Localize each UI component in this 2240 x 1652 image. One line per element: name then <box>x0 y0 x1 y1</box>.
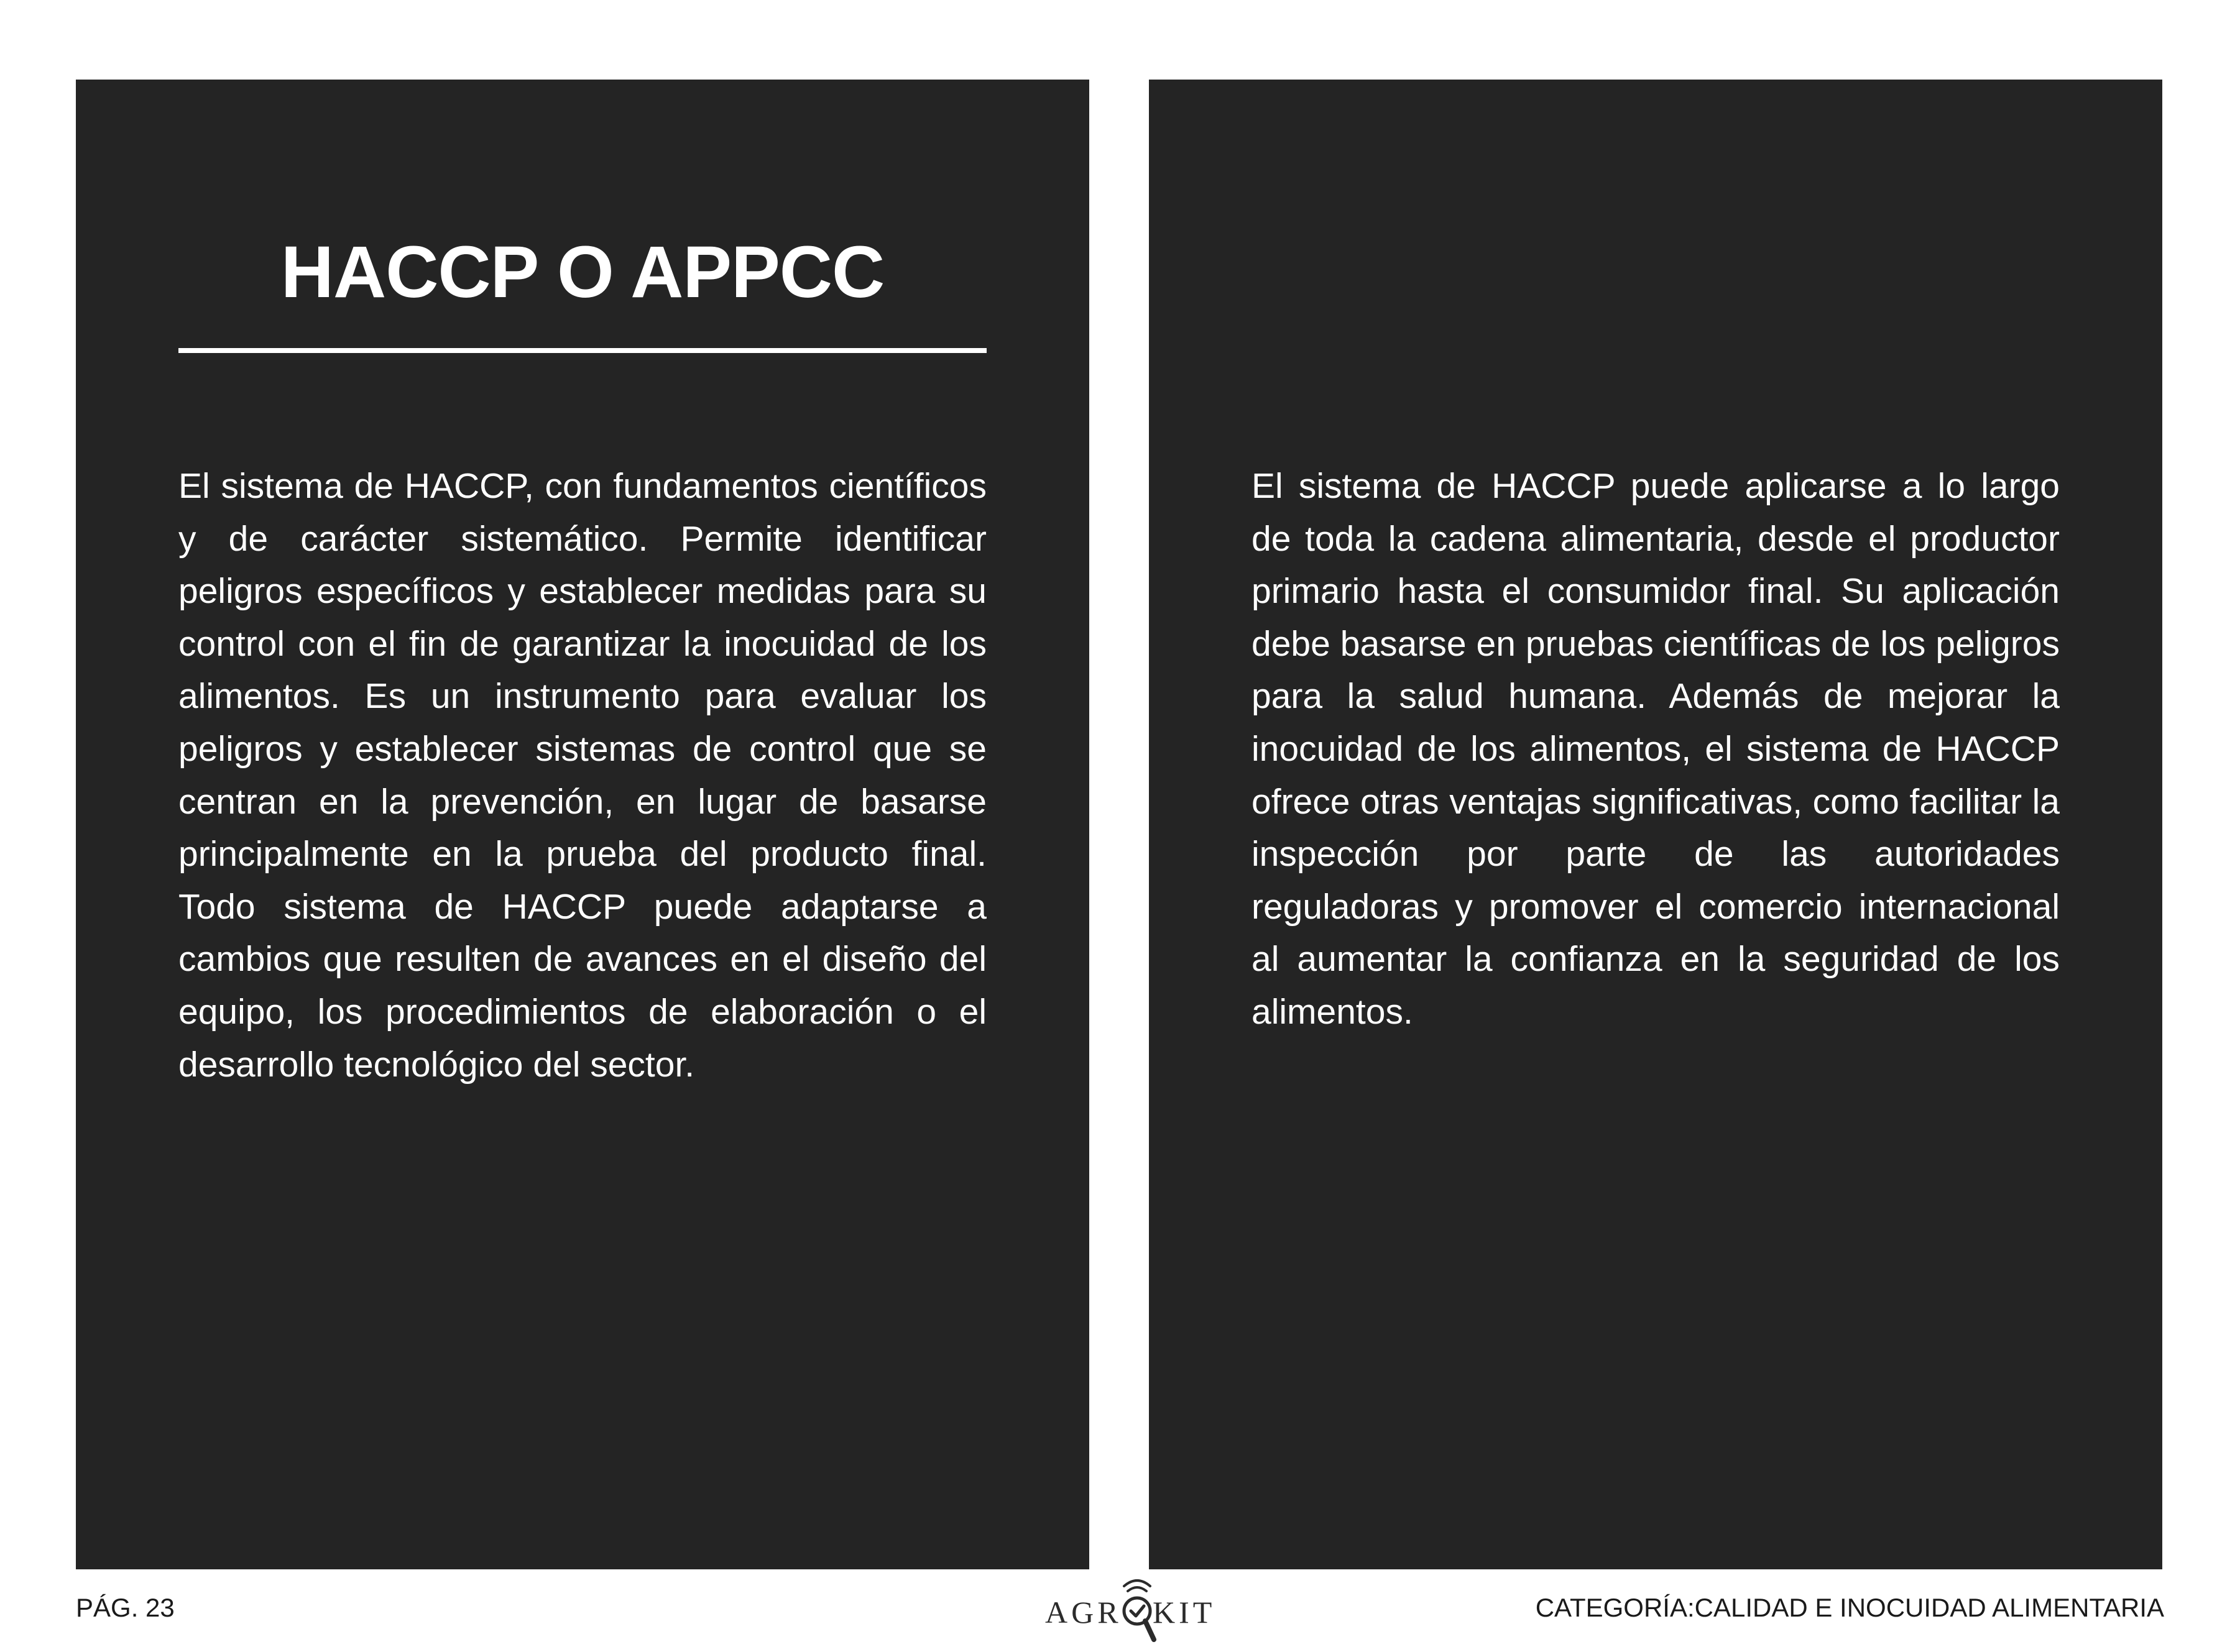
category-label: CATEGORÍA:CALIDAD E INOCUIDAD ALIMENTARIA <box>1535 1593 2164 1622</box>
page-title: HACCP O APPCC <box>280 231 885 313</box>
left-paragraph: El sistema de HACCP, con fundamentos científicos y de carácter sistemático. Permite identificar peligros específicos y establecer medidas para su control con el fin de garantizar la inocuidad de los alimentos. Es un instrumento para evaluar los peligros y establecer sistemas de control que se centran en la prevención, en lugar de basarse principalmente en la prueba del producto final. Todo sistema de HACCP puede adaptarse a cambios que resulten de avances en el diseño del equipo, los procedimientos de elaboración o el desarrollo tecnológico del sector. <box>178 466 987 1085</box>
page-number: PÁG. 23 <box>76 1593 175 1622</box>
title-divider <box>178 348 987 353</box>
right-panel <box>1149 80 2162 1569</box>
logo-suffix: KIT <box>1153 1595 1216 1630</box>
left-panel <box>76 80 1089 1569</box>
right-paragraph: El sistema de HACCP puede aplicarse a lo largo de toda la cadena alimentaria, desde el productor primario hasta el consumidor final. Su aplicación debe basarse en pruebas científicas de los peligros para la salud humana. Además de mejorar la inocuidad de los alimentos, el sistema de HACCP ofrece otras ventajas significativas, como facilitar la inspección por parte de las autoridades reguladoras y promover el comercio internacional al aumentar la confianza en la seguridad de los alimentos. <box>1251 466 2060 1032</box>
logo-prefix: AGR <box>1045 1595 1122 1630</box>
agrokit-logo <box>1042 1572 1216 1647</box>
